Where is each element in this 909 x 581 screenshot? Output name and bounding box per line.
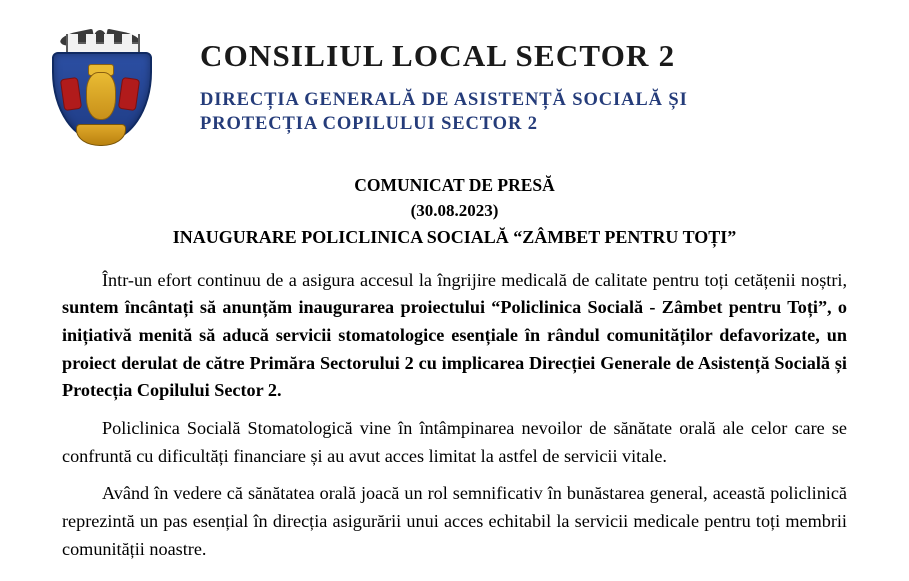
department-title	[200, 88, 879, 137]
paragraph-text: Într-un efort continuu de a asigura accesul la îngrijire medicală de calitate pentru toți cetățenii noștri,	[102, 269, 847, 290]
paragraph-text: Având în vedere că sănătatea orală joacă un rol semnificativ în bunăstarea general, această policlinică reprezintă un pas esențial în direcția asigurării unui acces echitabil la servicii medicale pentru toți membrii comunității noastre.	[62, 483, 847, 559]
paragraph-list	[62, 267, 847, 564]
crest-container	[0, 22, 200, 152]
body-paragraph	[62, 480, 847, 563]
letterhead	[0, 0, 909, 158]
headline-line-2: (30.08.2023)	[410, 201, 499, 221]
document-body	[0, 158, 909, 563]
lion-shape	[86, 72, 116, 120]
department-title-line-1: DIRECȚIA GENERALĂ DE ASISTENȚĂ SOCIALĂ ȘI	[200, 89, 688, 110]
romanian-coat-of-arms-icon	[46, 26, 154, 152]
paragraph-text: Policlinica Socială Stomatologică vine în întâmpinarea nevoilor de sănătate orală ale celor care se confruntă cu dificultăți financiare și au avut acces limitat la astfel de servicii vitale.	[62, 418, 847, 466]
headline-line-3: INAUGURARE POLICLINICA SOCIALĂ “ZÂMBET PENTRU TOȚI”	[172, 226, 737, 247]
letterhead-titles	[200, 22, 909, 136]
document-headline	[62, 172, 847, 251]
department-title-line-2: PROTECȚIA COPILULUI SECTOR 2	[200, 114, 538, 135]
headline-line-1: COMUNICAT DE PRESĂ	[354, 175, 555, 195]
paragraph-emphasis: suntem încântați să anunțăm inaugurarea proiectului “Policlinica Socială - Zâmbet pentru Toți”, o inițiativă menită să aducă servicii stomatologice esențiale în rândul comunităților defavorizate, un proiect derulat de către Primăra Sectorului 2 cu implicarea Direcției Generale de Asistență Socială și Protecția Copilului Sector 2.	[62, 297, 847, 401]
crest-base-shape	[76, 124, 126, 146]
body-paragraph	[62, 267, 847, 405]
organization-title: CONSILIUL LOCAL SECTOR 2	[200, 38, 676, 73]
body-paragraph	[62, 415, 847, 470]
